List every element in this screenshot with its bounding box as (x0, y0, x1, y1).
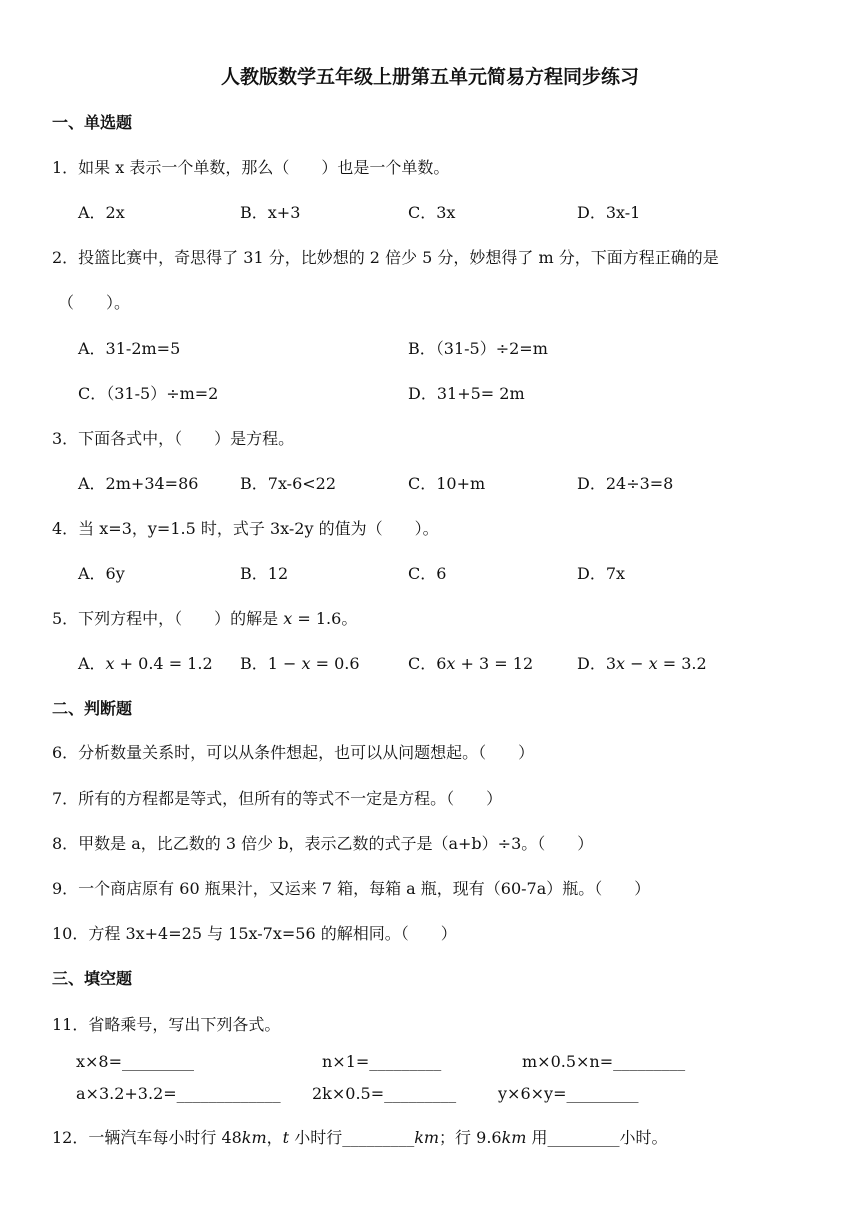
section-heading-true-false: 二、判断题 (52, 699, 133, 718)
question-2: 2．投篮比赛中，奇思得了 31 分，比妙想的 2 倍少 5 分，妙想得了 m 分，下面方程正确的是 (52, 248, 719, 267)
q5-option-c: C．6𝑥 + 3 = 12 (408, 654, 534, 673)
q2-option-c: C．（31-5）÷m=2 (78, 384, 219, 403)
q3-option-c: C．10+m (408, 474, 486, 493)
q2-option-b: B．（31-5）÷2=m (408, 339, 548, 358)
section-heading-single-choice: 一、单选题 (52, 113, 133, 132)
question-6: 6．分析数量关系时，可以从条件想起，也可以从问题想起。（ ） (52, 743, 535, 762)
q11-blank-3: m×0.5×n=_________ (522, 1052, 686, 1071)
q5-option-b: B．1 − 𝑥 = 0.6 (240, 654, 360, 673)
q11-blank-1: x×8=_________ (76, 1052, 195, 1071)
q2-option-a: A．31-2m=5 (78, 339, 181, 358)
page-title: 人教版数学五年级上册第五单元简易方程同步练习 (220, 66, 639, 88)
q3-option-b: B．7x-6<22 (240, 474, 337, 493)
question-3: 3．下面各式中，（ ）是方程。 (52, 429, 295, 448)
q4-option-d: D．7x (577, 564, 626, 583)
question-11: 11．省略乘号，写出下列各式。 (52, 1015, 281, 1034)
section-heading-fill-blank: 三、填空题 (52, 969, 133, 988)
question-5: 5．下列方程中，（ ）的解是 𝑥 = 1.6。 (52, 609, 358, 628)
question-7: 7．所有的方程都是等式，但所有的等式不一定是方程。（ ） (52, 789, 503, 808)
question-1: 1．如果 x 表示一个单数，那么（ ）也是一个单数。 (52, 158, 450, 177)
q3-option-d: D．24÷3=8 (577, 474, 674, 493)
q5-option-a: A．𝑥 + 0.4 = 1.2 (78, 654, 213, 673)
question-12: 12．一辆汽车每小时行 48𝑘𝑚，𝑡 小时行_________𝑘𝑚；行 9.6𝑘𝑚 用_________小时。 (52, 1128, 668, 1147)
question-10: 10．方程 3x+4=25 与 15x-7x=56 的解相同。（ ） (52, 924, 457, 943)
q4-option-c: C．6 (408, 564, 447, 583)
question-8: 8．甲数是 a，比乙数的 3 倍少 b，表示乙数的式子是（a+b）÷3。（ ） (52, 834, 594, 853)
q3-option-a: A．2m+34=86 (78, 474, 199, 493)
q5-option-d: D．3𝑥 − 𝑥 = 3.2 (577, 654, 707, 673)
q4-option-a: A．6y (78, 564, 125, 583)
q1-option-a: A．2x (78, 203, 125, 222)
q11-blank-5: 2k×0.5=_________ (312, 1084, 457, 1103)
q11-blank-2: n×1=_________ (322, 1052, 442, 1071)
q1-option-b: B．x+3 (240, 203, 301, 222)
q1-option-c: C．3x (408, 203, 456, 222)
q11-blank-6: y×6×y=_________ (498, 1084, 639, 1103)
question-2-cont: （ ）。 (58, 293, 131, 312)
q4-option-b: B．12 (240, 564, 289, 583)
q11-blank-4: a×3.2+3.2=_____________ (76, 1084, 281, 1103)
question-9: 9．一个商店原有 60 瓶果汁，又运来 7 箱，每箱 a 瓶，现有（60-7a）瓶。（ ） (52, 879, 651, 898)
question-4: 4．当 x=3，y=1.5 时，式子 3x-2y 的值为（ ）。 (52, 519, 439, 538)
q2-option-d: D．31+5= 2m (408, 384, 525, 403)
q1-option-d: D．3x-1 (577, 203, 641, 222)
